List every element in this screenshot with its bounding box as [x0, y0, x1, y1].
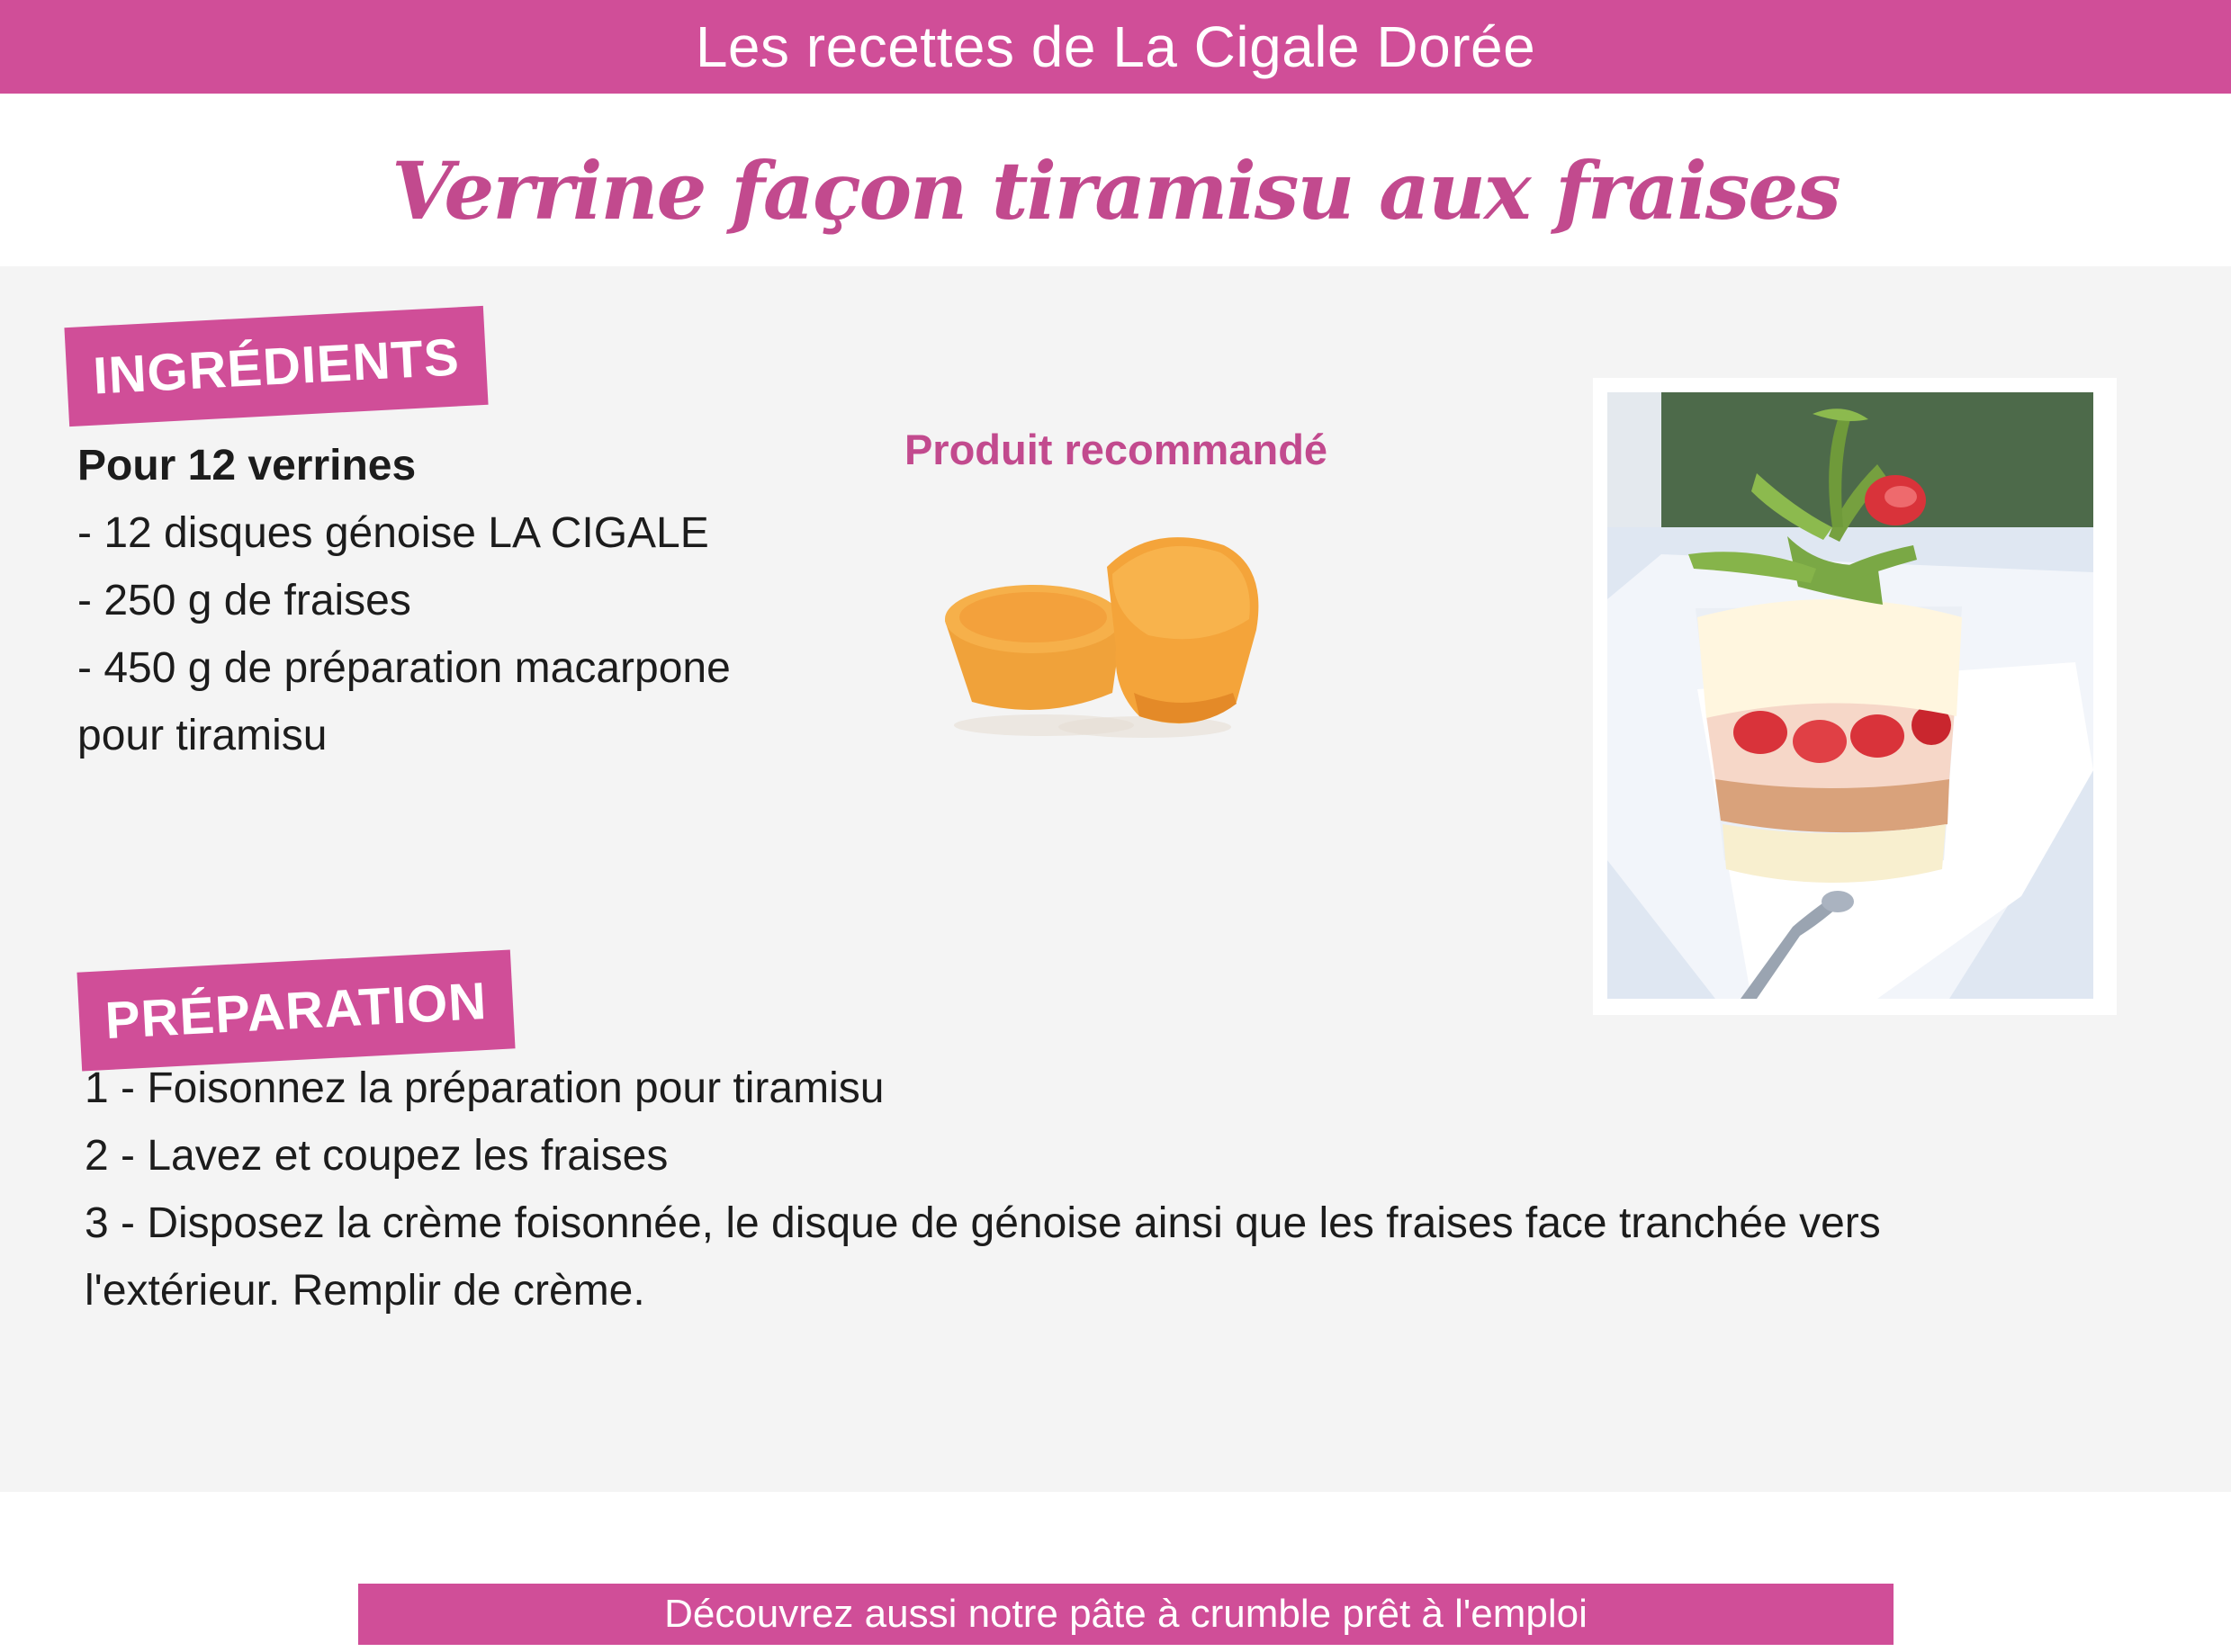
- genoise-cakes-image: [936, 513, 1296, 747]
- ingredient-line: - 450 g de préparation macarpone: [77, 644, 731, 692]
- preparation-step: 1 - Foisonnez la préparation pour tiramisu: [85, 1064, 885, 1112]
- header-banner-text: Les recettes de La Cigale Dorée: [695, 14, 1536, 79]
- footer-banner: [358, 1584, 1894, 1645]
- tiramisu-verrine-photo: [1607, 392, 2093, 999]
- recipe-title: Verrine façon tiramisu aux fraises: [391, 144, 1840, 238]
- header-banner: [0, 0, 2231, 94]
- ingredients-heading-text: INGRÉDIENTS: [91, 327, 462, 406]
- ingredients-list: [77, 432, 851, 769]
- photo-frame: [1593, 378, 2117, 1015]
- preparation-step: l'extérieur. Remplir de crème.: [85, 1267, 645, 1315]
- preparation-step: 3 - Disposez la crème foisonnée, le disque de génoise ainsi que les fraises face tranchée vers: [85, 1199, 1881, 1247]
- ingredient-line: - 250 g de fraises: [77, 577, 411, 624]
- preparation-heading-text: PRÉPARATION: [103, 971, 489, 1050]
- preparation-step: 2 - Lavez et coupez les fraises: [85, 1132, 669, 1180]
- ingredients-yield: Pour 12 verrines: [77, 442, 417, 489]
- ingredient-line: pour tiramisu: [77, 712, 328, 759]
- footer-banner-text: Découvrez aussi notre pâte à crumble prêt à l'emploi: [664, 1592, 1588, 1636]
- preparation-steps: [85, 1055, 2101, 1324]
- product-label: Produit recommandé: [904, 426, 1328, 473]
- ingredient-line: - 12 disques génoise LA CIGALE: [77, 509, 709, 557]
